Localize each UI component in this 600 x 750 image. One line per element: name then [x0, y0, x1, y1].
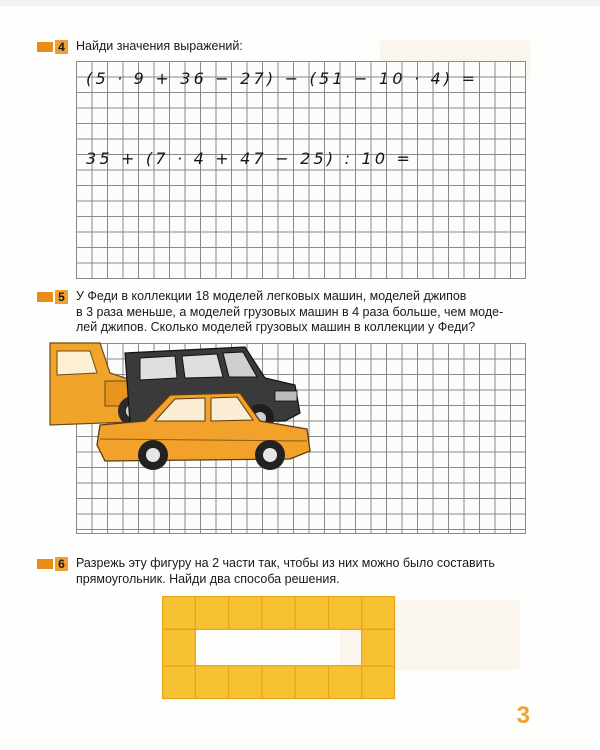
task-6-text — [76, 556, 536, 587]
task-5-line: лей джипов. Сколько моделей грузовых машин в коллекции у Феди? — [76, 320, 476, 334]
task-5-line: в 3 раза меньше, а моделей грузовых машин в 4 раза больше, чем моде- — [76, 304, 504, 319]
task-5-number: 5 — [55, 290, 68, 304]
task-6-line: прямоугольник. Найди два способа решения. — [76, 571, 340, 586]
cars-illustration — [45, 333, 315, 473]
task-5-line: У Феди в коллекции 18 моделей легковых машин, моделей джипов — [76, 289, 467, 303]
task-6-line: Разрежь эту фигуру на 2 части так, чтобы из них можно было составить — [76, 556, 495, 570]
page-edge — [0, 0, 600, 6]
page-number: 3 — [516, 702, 530, 729]
grid-task-4 — [76, 61, 526, 279]
cut-figure — [162, 596, 396, 700]
task-6-number: 6 — [55, 557, 68, 571]
task-4-number: 4 — [55, 40, 68, 54]
task-4-text: Найди значения выражений: — [76, 39, 243, 53]
expression-1: (5 · 9 + 36 − 27) − (51 − 10 · 4) = — [86, 69, 479, 88]
expression-2: 35 + (7 · 4 + 47 − 25) : 10 = — [86, 149, 414, 168]
task-5-text — [76, 289, 526, 336]
